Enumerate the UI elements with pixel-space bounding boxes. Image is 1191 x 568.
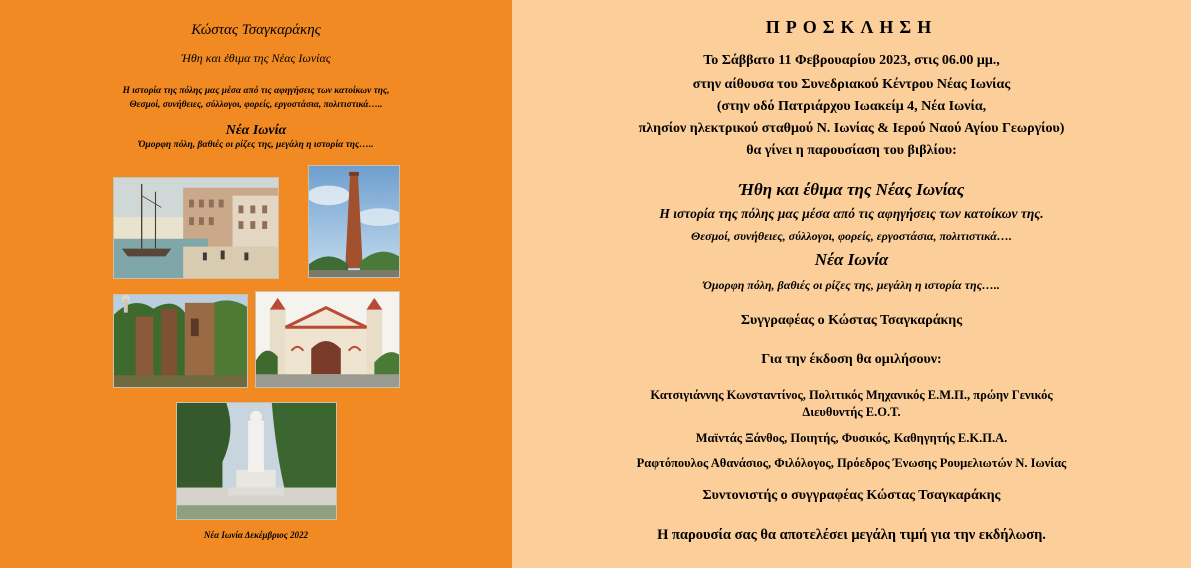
- cover-author: Κώστας Τσαγκαράκης: [191, 22, 321, 38]
- harbor-postcard-photo: [113, 177, 279, 279]
- book-city: Νέα Ιωνία: [814, 250, 889, 269]
- cover-book-title: Ήθη και έθιμα της Νέας Ιωνίας: [181, 51, 331, 65]
- event-venue-line: στην αίθουσα του Συνεδριακού Κέντρου Νέας Ιωνίας: [692, 77, 1011, 92]
- cover-subtitle: [0, 84, 512, 112]
- speaker-1-line-1: Κατσιγιάννης Κωνσταντίνος, Πολιτικός Μηχανικός Ε.Μ.Π., πρώην Γενικός: [650, 388, 1053, 402]
- event-date-line: Το Σάββατο 11 Φεβρουαρίου 2023, στις 06.00 μμ.,: [703, 53, 1000, 68]
- church-photo: [255, 291, 400, 388]
- speaker-1-line-2: Διευθυντής Ε.Ο.Τ.: [802, 405, 901, 419]
- coordinator-line: Συντονιστής ο συγγραφέας Κώστας Τσαγκαράκης: [702, 488, 1001, 503]
- book-subtitle-1: Η ιστορία της πόλης μας μέσα από τις αφηγήσεις των κατοίκων της.: [659, 206, 1044, 221]
- monument-photo: [176, 402, 337, 520]
- invitation-panel: [512, 0, 1191, 568]
- chimney-photo: [308, 165, 400, 278]
- cover-subtitle-line2: Θεσμοί, συνήθειες, σύλλογοι, φορείς, εργοστάσια, πολιτιστικά…..: [129, 100, 383, 110]
- author-line: Συγγραφέας ο Κώστας Τσαγκαράκης: [740, 313, 963, 328]
- event-landmark-line: πλησίον ηλεκτρικού σταθμού Ν. Ιωνίας & Ιερού Ναού Αγίου Γεωργίου): [638, 121, 1065, 136]
- speaker-2: Μαϊντάς Ξάνθος, Ποιητής, Φυσικός, Καθηγητής Ε.Κ.Π.Α.: [695, 431, 1008, 445]
- invitation-heading: ΠΡΟΣΚΛΗΣΗ: [765, 17, 938, 37]
- cover-city: Νέα Ιωνία: [225, 123, 287, 138]
- cover-footer: Νέα Ιωνία Δεκέμβριος 2022: [203, 530, 309, 540]
- closing-line: Η παρουσία σας θα αποτελέσει μεγάλη τιμή για την εκδήλωση.: [657, 527, 1046, 543]
- book-cover-panel: [0, 0, 512, 568]
- cover-tagline: Όμορφη πόλη, βαθιές οι ρίζες της, μεγάλη η ιστορία της…..: [138, 140, 374, 150]
- event-address-line: (στην οδό Πατριάρχου Ιωακείμ 4, Νέα Ιωνία,: [716, 99, 987, 114]
- book-subtitle-2: Θεσμοί, συνήθειες, σύλλογοι, φορείς, εργοστάσια, πολιτιστικά….: [691, 229, 1012, 243]
- cover-subtitle-line1: Η ιστορία της πόλης μας μέσα από τις αφηγήσεις των κατοίκων της,: [122, 86, 390, 96]
- book-title: Ήθη και έθιμα της Νέας Ιωνίας: [738, 180, 965, 199]
- event-purpose-line: θα γίνει η παρουσίαση του βιβλίου:: [746, 143, 957, 158]
- ruins-photo: [113, 294, 248, 388]
- book-tagline: Όμορφη πόλη, βαθιές οι ρίζες της, μεγάλη η ιστορία της…..: [703, 278, 1000, 292]
- speakers-intro: Για την έκδοση θα ομιλήσουν:: [761, 352, 942, 367]
- speaker-3: Ραφτόπουλος Αθανάσιος, Φιλόλογος, Πρόεδρος Ένωσης Ρουμελιωτών Ν. Ιωνίας: [636, 456, 1067, 470]
